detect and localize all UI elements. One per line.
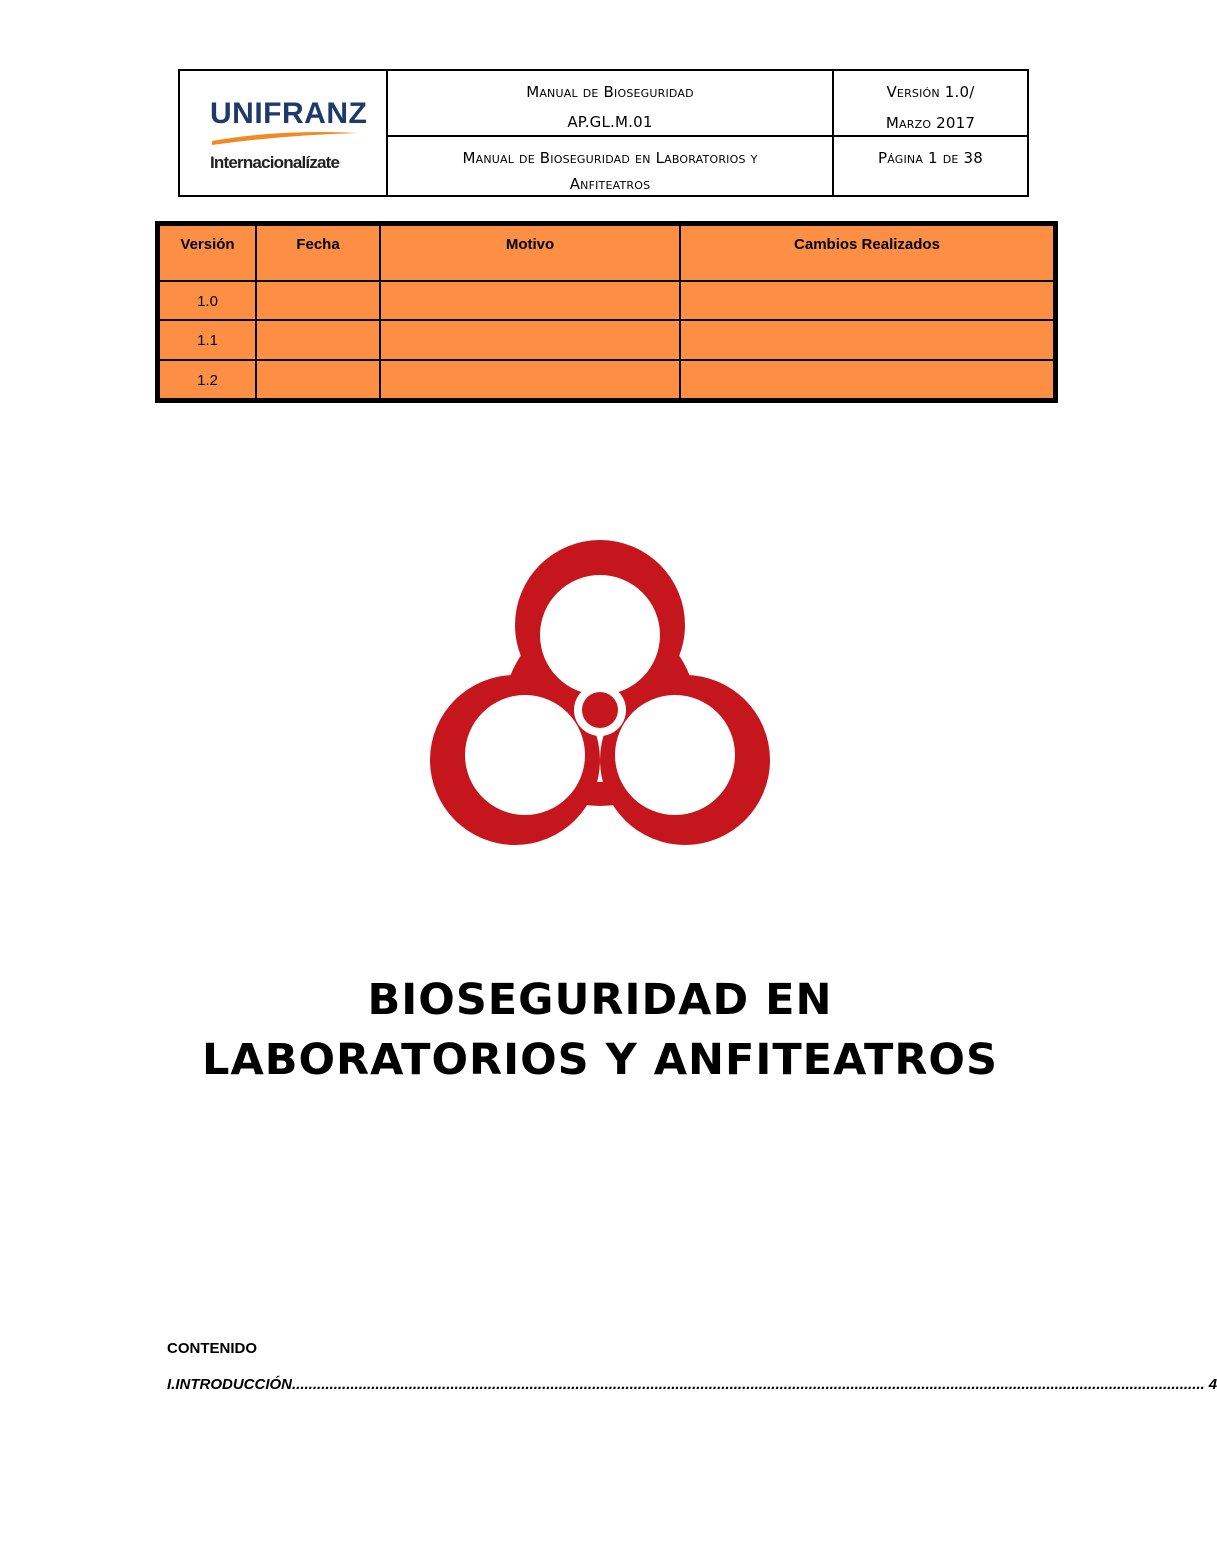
main-title xyxy=(0,970,1200,1090)
cell-motivo xyxy=(380,360,680,399)
document-header xyxy=(178,69,1029,197)
col-cambios: Cambios Realizados xyxy=(680,225,1054,281)
cell-version: 1.0 xyxy=(159,281,256,320)
main-title-line1: BIOSEGURIDAD EN xyxy=(367,975,833,1025)
cell-motivo xyxy=(380,281,680,320)
cell-cambios xyxy=(680,320,1054,359)
meta-cell xyxy=(834,71,1027,195)
logo-tagline: Internacionalízate xyxy=(210,153,340,172)
cell-cambios xyxy=(680,360,1054,399)
col-fecha: Fecha xyxy=(256,225,380,281)
main-title-line2: LABORATORIOS Y ANFITEATROS xyxy=(202,1035,998,1085)
cell-fecha xyxy=(256,360,380,399)
toc-number: I. xyxy=(167,1376,176,1393)
version-label: Versión 1.0/ xyxy=(886,83,975,101)
toc-label: INTRODUCCIÓN xyxy=(175,1376,293,1393)
doc-subtitle-line1: Manual de Bioseguridad en Laboratorios y xyxy=(462,149,758,167)
cell-version: 1.1 xyxy=(159,320,256,359)
table-row xyxy=(159,360,1054,399)
col-version: Versión xyxy=(159,225,256,281)
cell-motivo xyxy=(380,320,680,359)
cell-version: 1.2 xyxy=(159,360,256,399)
title-cell xyxy=(388,71,834,195)
toc-page: 4 xyxy=(1208,1376,1217,1393)
table-header-row xyxy=(159,225,1054,281)
header-divider xyxy=(388,135,1027,137)
contents-heading: CONTENIDO xyxy=(167,1340,257,1357)
table-row xyxy=(159,281,1054,320)
doc-subtitle-line2: Anfiteatros xyxy=(569,175,651,193)
cell-fecha xyxy=(256,320,380,359)
doc-code: AP.GL.M.01 xyxy=(567,113,653,131)
doc-title: Manual de Bioseguridad xyxy=(526,83,694,101)
date-label: Marzo 2017 xyxy=(885,114,976,132)
biohazard-icon xyxy=(430,540,770,850)
table-row xyxy=(159,320,1054,359)
page-label: Página 1 de 38 xyxy=(877,149,984,167)
col-motivo: Motivo xyxy=(380,225,680,281)
logo-swoosh-icon xyxy=(210,127,360,149)
toc-entry[interactable] xyxy=(167,1376,1217,1393)
toc-leader: ........................................................................................................................................................................................................................... xyxy=(292,1376,1205,1393)
logo-cell xyxy=(180,71,388,195)
version-table xyxy=(155,221,1058,403)
cell-cambios xyxy=(680,281,1054,320)
logo-brand: UNIFRANZ xyxy=(210,97,368,130)
cell-fecha xyxy=(256,281,380,320)
